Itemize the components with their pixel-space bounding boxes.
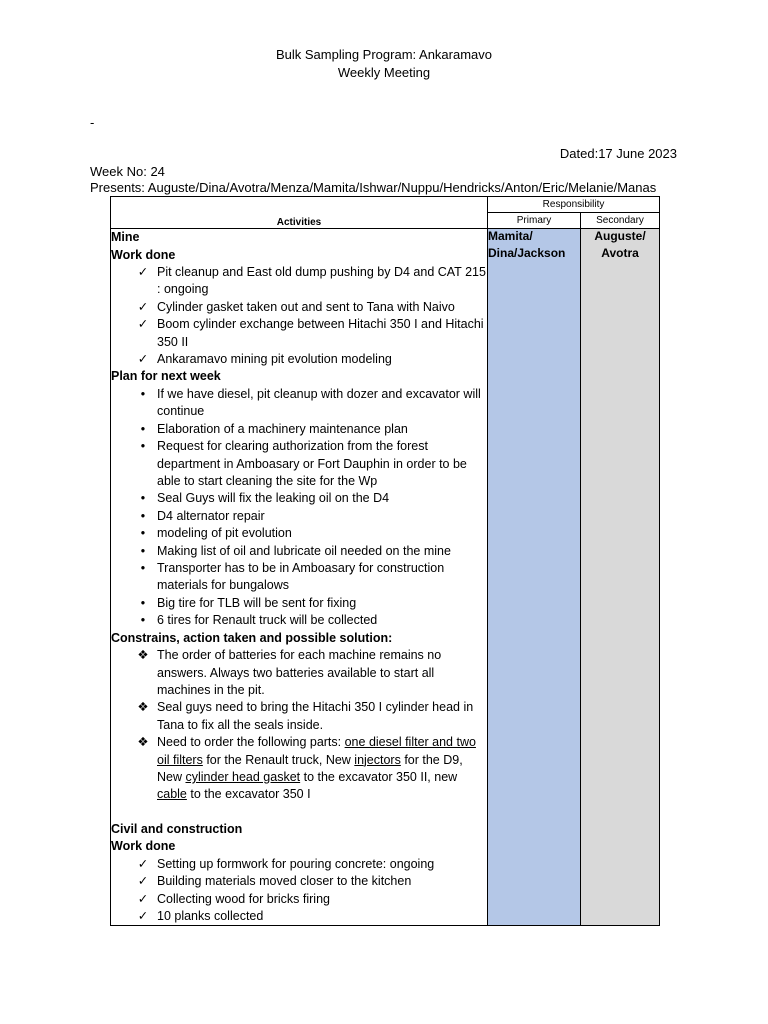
- document-subtitle: Weekly Meeting: [337, 65, 431, 80]
- list-item: • 6 tires for Renault truck will be collected: [111, 612, 487, 629]
- civil-work-done-list: [111, 856, 487, 926]
- bullet-icon: •: [140, 595, 146, 610]
- civil-work-done-heading: Work done: [111, 839, 176, 854]
- bullet-icon: •: [140, 543, 146, 558]
- secondary-responsible-line: Auguste/: [594, 229, 646, 243]
- bullet-icon: •: [140, 439, 146, 454]
- bullet-icon: •: [140, 386, 146, 401]
- list-item: ❖ The order of batteries for each machine remains no answers. Always two batteries available to start all machines in the pit.: [111, 647, 487, 699]
- primary-responsible-line: Mamita/: [488, 229, 533, 243]
- check-icon: ✓: [137, 909, 149, 923]
- diamond-bullet-icon: ❖: [137, 735, 149, 750]
- primary-header: Primary: [488, 213, 581, 229]
- civil-heading: Civil and construction: [111, 821, 243, 836]
- list-item: ✓ Boom cylinder exchange between Hitachi 350 I and Hitachi 350 II: [111, 316, 487, 351]
- list-item: ✓ Collecting wood for bricks firing: [111, 891, 487, 908]
- list-item: ❖ Need to order the following parts: one diesel filter and two oil filters for the Renault truck, New injectors for the D9, New cylinder head gasket to the excavator 350 II, new cable to the excavator 350 I: [111, 734, 487, 804]
- meeting-date: Dated:17 June 2023: [559, 146, 677, 161]
- document-title: Bulk Sampling Program: Ankaramavo: [275, 47, 493, 62]
- activities-header: Activities: [111, 197, 488, 229]
- list-item: • Request for clearing authorization from the forest department in Amboasary or Fort Dauphin in order to be able to start cleaning the site for the Wp: [111, 438, 487, 490]
- list-item: ✓ Pit cleanup and East old dump pushing by D4 and CAT 215 : ongoing: [111, 264, 487, 299]
- underlined-part: one diesel filter and two oil filters: [157, 735, 476, 767]
- mine-work-done-list: [111, 264, 487, 368]
- check-icon: ✓: [137, 874, 149, 889]
- week-number: Week No: 24: [90, 164, 165, 179]
- check-icon: ✓: [137, 352, 149, 367]
- bullet-icon: •: [140, 508, 146, 523]
- secondary-responsible-cell: [581, 229, 660, 926]
- dash-marker: -: [90, 115, 95, 130]
- primary-responsible-line: Dina/Jackson: [488, 246, 566, 260]
- constraints-list: [111, 647, 487, 804]
- constraints-heading: Constrains, action taken and possible solution:: [111, 630, 393, 645]
- mine-work-done-heading: Work done: [111, 247, 176, 262]
- underlined-part: injectors: [354, 752, 401, 767]
- bullet-icon: •: [140, 526, 146, 541]
- bullet-icon: •: [140, 561, 146, 575]
- check-icon: ✓: [137, 265, 149, 279]
- list-item: ✓ 10 planks collected: [111, 908, 487, 925]
- check-icon: ✓: [137, 891, 149, 906]
- list-item: ✓ Building materials moved closer to the kitchen: [111, 873, 487, 890]
- diamond-bullet-icon: ❖: [137, 648, 149, 663]
- secondary-responsible-line: Avotra: [601, 246, 639, 260]
- plan-heading: Plan for next week: [111, 369, 221, 384]
- primary-responsible-cell: [488, 229, 581, 926]
- responsibility-header: Responsibility: [488, 197, 660, 213]
- plan-list: [111, 386, 487, 630]
- secondary-header: Secondary: [581, 213, 660, 229]
- list-item: ✓ Cylinder gasket taken out and sent to Tana with Naivo: [111, 299, 487, 316]
- attendees-line: Presents: Auguste/Dina/Avotra/Menza/Mamita/Ishwar/Nuppu/Hendricks/Anton/Eric/Melanie/Manas: [90, 180, 657, 195]
- underlined-part: cylinder head gasket: [185, 769, 301, 784]
- list-item: • Making list of oil and lubricate oil needed on the mine: [111, 543, 487, 560]
- list-item: ✓ Setting up formwork for pouring concrete: ongoing: [111, 856, 487, 873]
- list-item: • modeling of pit evolution: [111, 525, 487, 542]
- list-item: ❖ Seal guys need to bring the Hitachi 350 I cylinder head in Tana to fix all the seals inside.: [111, 699, 487, 734]
- list-item: • If we have diesel, pit cleanup with dozer and excavator will continue: [111, 386, 487, 421]
- check-icon: ✓: [137, 856, 149, 871]
- check-icon: ✓: [137, 317, 149, 332]
- diamond-bullet-icon: ❖: [137, 700, 149, 715]
- list-item: • Seal Guys will fix the leaking oil on the D4: [111, 490, 487, 507]
- bullet-icon: •: [140, 421, 146, 436]
- bullet-icon: •: [140, 613, 146, 628]
- list-item: ✓ Ankaramavo mining pit evolution modeling: [111, 351, 487, 368]
- activities-table: [110, 196, 660, 926]
- list-item: • D4 alternator repair: [111, 508, 487, 525]
- activities-cell: [111, 229, 488, 926]
- bullet-icon: •: [140, 491, 146, 506]
- check-icon: ✓: [137, 299, 149, 314]
- list-item: • Transporter has to be in Amboasary for construction materials for bungalows: [111, 560, 487, 595]
- list-item: • Elaboration of a machinery maintenance plan: [111, 421, 487, 438]
- mine-heading: Mine: [111, 230, 140, 244]
- underlined-part: cable: [157, 787, 187, 802]
- list-item: • Big tire for TLB will be sent for fixing: [111, 595, 487, 612]
